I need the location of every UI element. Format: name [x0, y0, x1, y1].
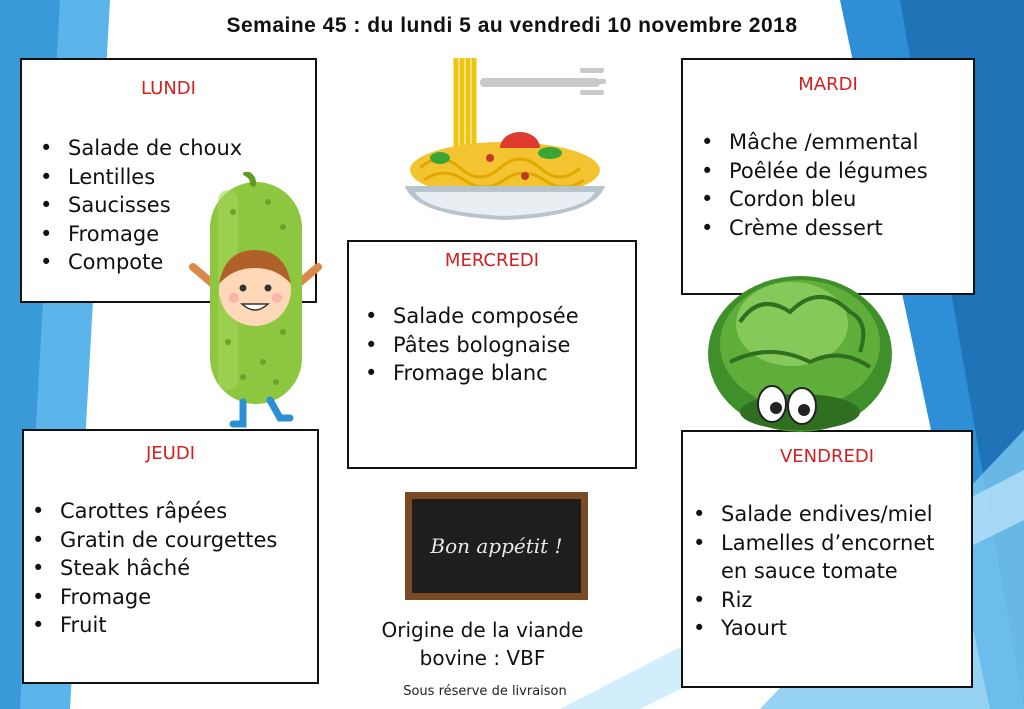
list-item: • Mâche /emmental: [699, 128, 928, 157]
meat-origin-line1: Origine de la viande: [381, 618, 584, 642]
thursday-menu-list: [30, 497, 277, 640]
list-item: • Gratin de courgettes: [30, 526, 277, 555]
list-item: • Fromage blanc: [363, 359, 579, 388]
meat-origin-caption: [360, 616, 605, 672]
chalkboard-surface: [412, 499, 581, 593]
friday-menu-box: [681, 430, 973, 688]
wednesday-menu-list: [363, 302, 579, 388]
thursday-menu-box: [22, 429, 319, 684]
list-item: • Salade composée: [363, 302, 579, 331]
chalkboard-text: Bon appétit !: [430, 534, 563, 558]
tuesday-menu-box: [681, 58, 975, 295]
page-title: Semaine 45 : du lundi 5 au vendredi 10 novembre 2018: [226, 14, 798, 37]
day-label-tuesday: MARDI: [798, 74, 858, 95]
footer-note: Sous réserve de livraison: [403, 684, 567, 699]
list-item: • Carottes râpées: [30, 497, 277, 526]
day-label-wednesday: MERCREDI: [444, 250, 540, 271]
list-item: • Compote: [38, 248, 242, 277]
list-item: • Fromage: [38, 220, 242, 249]
list-item: • Saucisses: [38, 191, 242, 220]
list-item: • Salade de choux: [38, 134, 242, 163]
list-item: • Lamelles d’encornet: [691, 529, 935, 558]
list-item: • Fruit: [30, 611, 277, 640]
day-label-friday: VENDREDI: [779, 446, 875, 467]
spaghetti-plate-icon: [400, 58, 610, 230]
list-item: • Yaourt: [691, 614, 935, 643]
chalkboard-icon: [405, 492, 588, 600]
day-label-monday: LUNDI: [141, 78, 196, 99]
list-item: • Salade endives/miel: [691, 500, 935, 529]
list-item-continuation: en sauce tomate: [721, 559, 898, 583]
tuesday-menu-list: [699, 128, 928, 242]
list-item: • Lentilles: [38, 163, 242, 192]
list-item: • Pâtes bolognaise: [363, 331, 579, 360]
friday-menu-list: [691, 500, 935, 643]
list-item: • Fromage: [30, 583, 277, 612]
list-item: • Cordon bleu: [699, 185, 928, 214]
cucumber-girl-illustration: [188, 172, 323, 434]
lettuce-face-illustration: [700, 262, 900, 434]
list-item: • Poêlée de légumes: [699, 157, 928, 186]
list-item: • Steak hâché: [30, 554, 277, 583]
list-item: • Riz: [691, 586, 935, 615]
wednesday-menu-box: [347, 240, 637, 469]
meat-origin-line2: bovine : VBF: [419, 646, 546, 670]
day-label-thursday: JEUDI: [145, 443, 196, 464]
list-item: • Crème dessert: [699, 214, 928, 243]
